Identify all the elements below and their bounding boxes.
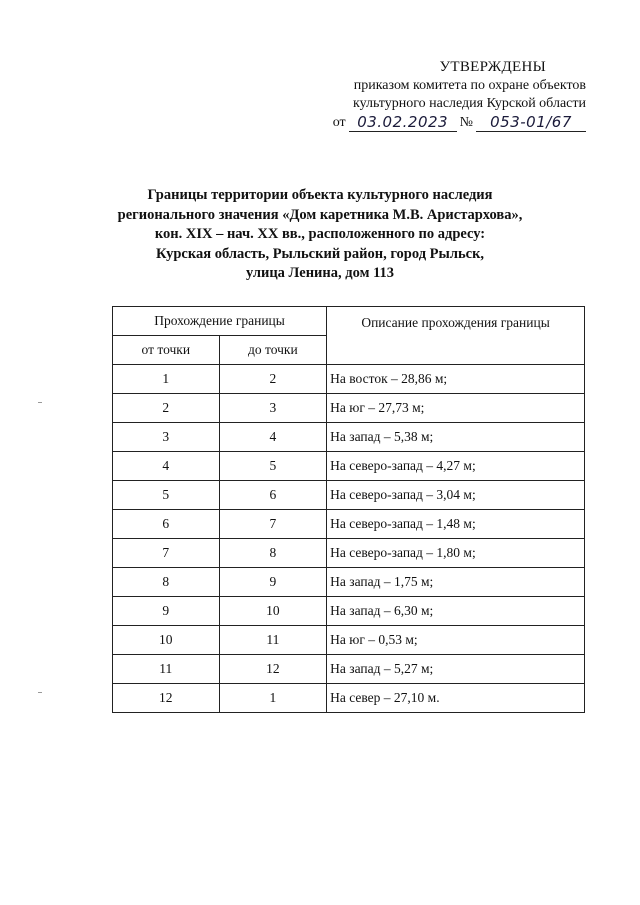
to-point-cell: 2 (219, 365, 327, 394)
table-row (113, 568, 585, 597)
title-line-3: кон. XIX – нач. XX вв., расположенного по адресу: (154, 226, 486, 242)
from-point-cell: 12 (113, 684, 220, 713)
from-point-cell: 9 (113, 597, 220, 626)
to-point-cell: 7 (219, 510, 327, 539)
scan-mark (38, 402, 42, 403)
table-row (113, 539, 585, 568)
description-cell: На запад – 1,75 м; (327, 568, 585, 597)
table-body (113, 365, 585, 713)
from-point-cell: 10 (113, 626, 220, 655)
table-row (113, 365, 585, 394)
description-cell: На северо-запад – 1,48 м; (327, 510, 585, 539)
description-cell: На север – 27,10 м. (327, 684, 585, 713)
title-line-4: Курская область, Рыльский район, город Рыльск, (155, 245, 485, 262)
from-point-cell: 4 (113, 452, 220, 481)
to-point-cell: 10 (219, 597, 327, 626)
table-row (113, 655, 585, 684)
from-point-cell: 7 (113, 539, 220, 568)
approval-line-2: культурного наследия Курской области (352, 96, 586, 111)
description-cell: На северо-запад – 4,27 м; (327, 452, 585, 481)
boundary-table (112, 306, 585, 713)
header-from: от точки (113, 336, 220, 365)
approval-heading: УТВЕРЖДЕНЫ (439, 59, 546, 75)
table-row (113, 452, 585, 481)
from-point-cell: 6 (113, 510, 220, 539)
to-point-cell: 8 (219, 539, 327, 568)
approval-line-1: приказом комитета по охране объектов (353, 77, 586, 93)
description-cell: На запад – 5,27 м; (327, 655, 585, 684)
from-point-cell: 5 (113, 481, 220, 510)
description-cell: На северо-запад – 3,04 м; (327, 481, 585, 510)
document-title (40, 186, 600, 284)
table-row (113, 510, 585, 539)
order-number: 053-01/67 (476, 114, 586, 132)
title-line-5: улица Ленина, дом 113 (245, 265, 395, 281)
table-row (113, 626, 585, 655)
to-point-cell: 12 (219, 655, 327, 684)
scan-mark (38, 692, 42, 693)
header-description: Описание прохождения границы (327, 307, 585, 365)
table-row (113, 481, 585, 510)
description-cell: На юг – 0,53 м; (327, 626, 585, 655)
description-cell: На северо-запад – 1,80 м; (327, 539, 585, 568)
approval-block (286, 58, 586, 132)
title-line-1: Границы территории объекта культурного наследия (147, 187, 493, 203)
table-row (113, 423, 585, 452)
description-cell: На запад – 5,38 м; (327, 423, 585, 452)
description-cell: На восток – 28,86 м; (327, 365, 585, 394)
table-row (113, 394, 585, 423)
from-point-cell: 1 (113, 365, 220, 394)
description-cell: На юг – 27,73 м; (327, 394, 585, 423)
title-line-2: регионального значения «Дом каретника М.В. Аристархова», (117, 206, 523, 223)
from-point-cell: 11 (113, 655, 220, 684)
to-point-cell: 5 (219, 452, 327, 481)
to-point-cell: 1 (219, 684, 327, 713)
number-sign: № (459, 114, 473, 130)
header-passage: Прохождение границы (113, 307, 327, 336)
table-row (113, 684, 585, 713)
from-point-cell: 3 (113, 423, 220, 452)
table-row (113, 597, 585, 626)
order-line (286, 114, 586, 133)
from-prefix: от (332, 114, 346, 130)
from-point-cell: 2 (113, 394, 220, 423)
to-point-cell: 9 (219, 568, 327, 597)
to-point-cell: 6 (219, 481, 327, 510)
header-to: до точки (219, 336, 327, 365)
description-cell: На запад – 6,30 м; (327, 597, 585, 626)
to-point-cell: 3 (219, 394, 327, 423)
to-point-cell: 11 (219, 626, 327, 655)
from-point-cell: 8 (113, 568, 220, 597)
to-point-cell: 4 (219, 423, 327, 452)
order-date: 03.02.2023 (349, 114, 457, 132)
